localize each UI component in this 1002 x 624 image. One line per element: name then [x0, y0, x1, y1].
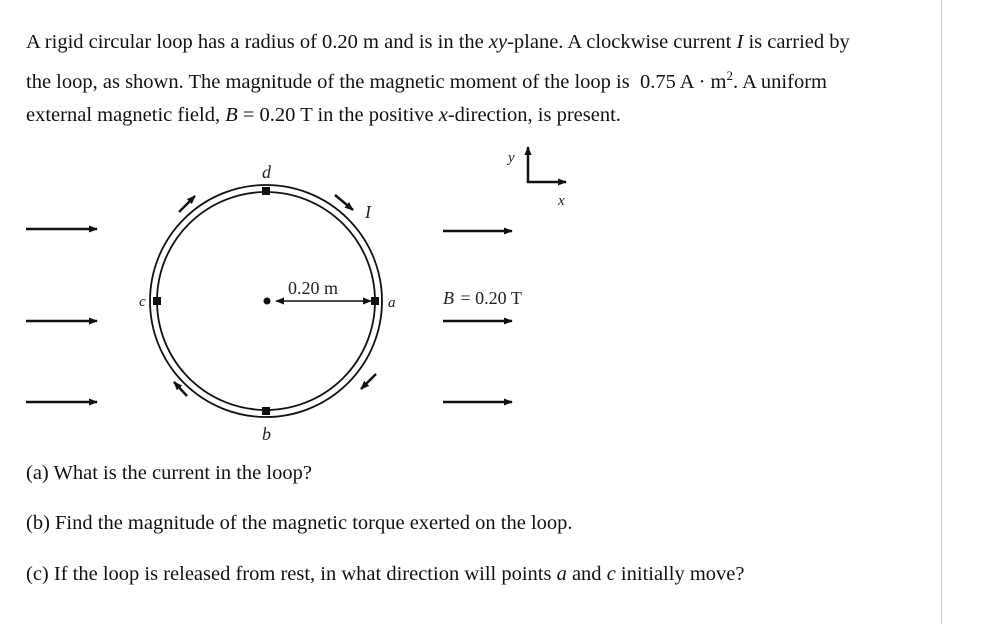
- axis-label-x: x: [558, 193, 565, 209]
- variable-c: c: [606, 563, 616, 585]
- question-text: (c) If the loop is released from rest, in what direction will points: [26, 563, 557, 585]
- point-c-marker: [153, 297, 161, 305]
- exponent: 2: [726, 68, 734, 83]
- current-arrow-top-left: [179, 196, 195, 212]
- label-a: a: [388, 295, 396, 311]
- question-b: (b) Find the magnitude of the magnetic torque exerted on the loop.: [26, 512, 573, 534]
- label-d: d: [262, 162, 271, 182]
- label-b: b: [262, 424, 271, 444]
- point-d-marker: [262, 187, 270, 195]
- problem-text: is carried by: [743, 31, 850, 53]
- variable-xy: xy: [488, 31, 508, 53]
- problem-text: -direction, is present.: [447, 103, 621, 126]
- variable-x: x: [438, 103, 448, 126]
- label-c: c: [139, 294, 146, 310]
- axis-label-y: y: [508, 150, 515, 166]
- point-a-marker: [371, 297, 379, 305]
- label-current-I: I: [365, 202, 371, 222]
- radius-label: 0.20 m: [288, 278, 339, 298]
- problem-text: . A uniform: [733, 70, 827, 93]
- field-label-value: = 0.20 T: [456, 288, 522, 308]
- question-text: initially move?: [615, 563, 745, 585]
- question-c: [26, 563, 744, 586]
- problem-text: -plane. A clockwise current: [507, 31, 737, 53]
- loop-center-dot: [264, 298, 271, 305]
- current-arrow-top-right: [335, 195, 353, 210]
- question-a: (a) What is the current in the loop?: [26, 462, 312, 484]
- problem-text: A rigid circular loop has a radius of 0.20 m and is in the: [26, 31, 489, 53]
- question-text: and: [566, 563, 607, 585]
- problem-text: external magnetic field,: [26, 103, 226, 126]
- point-b-marker: [262, 407, 270, 415]
- problem-text: = 0.20 T in the positive: [237, 103, 439, 126]
- field-label-B: B: [443, 288, 454, 308]
- problem-text: the loop, as shown. The magnitude of the magnetic moment of the loop is 0.75 A · m: [26, 70, 727, 93]
- current-arrow-bottom-right: [361, 374, 376, 389]
- variable-current: I: [736, 31, 744, 53]
- variable-field: B: [225, 103, 238, 126]
- variable-a: a: [556, 563, 567, 585]
